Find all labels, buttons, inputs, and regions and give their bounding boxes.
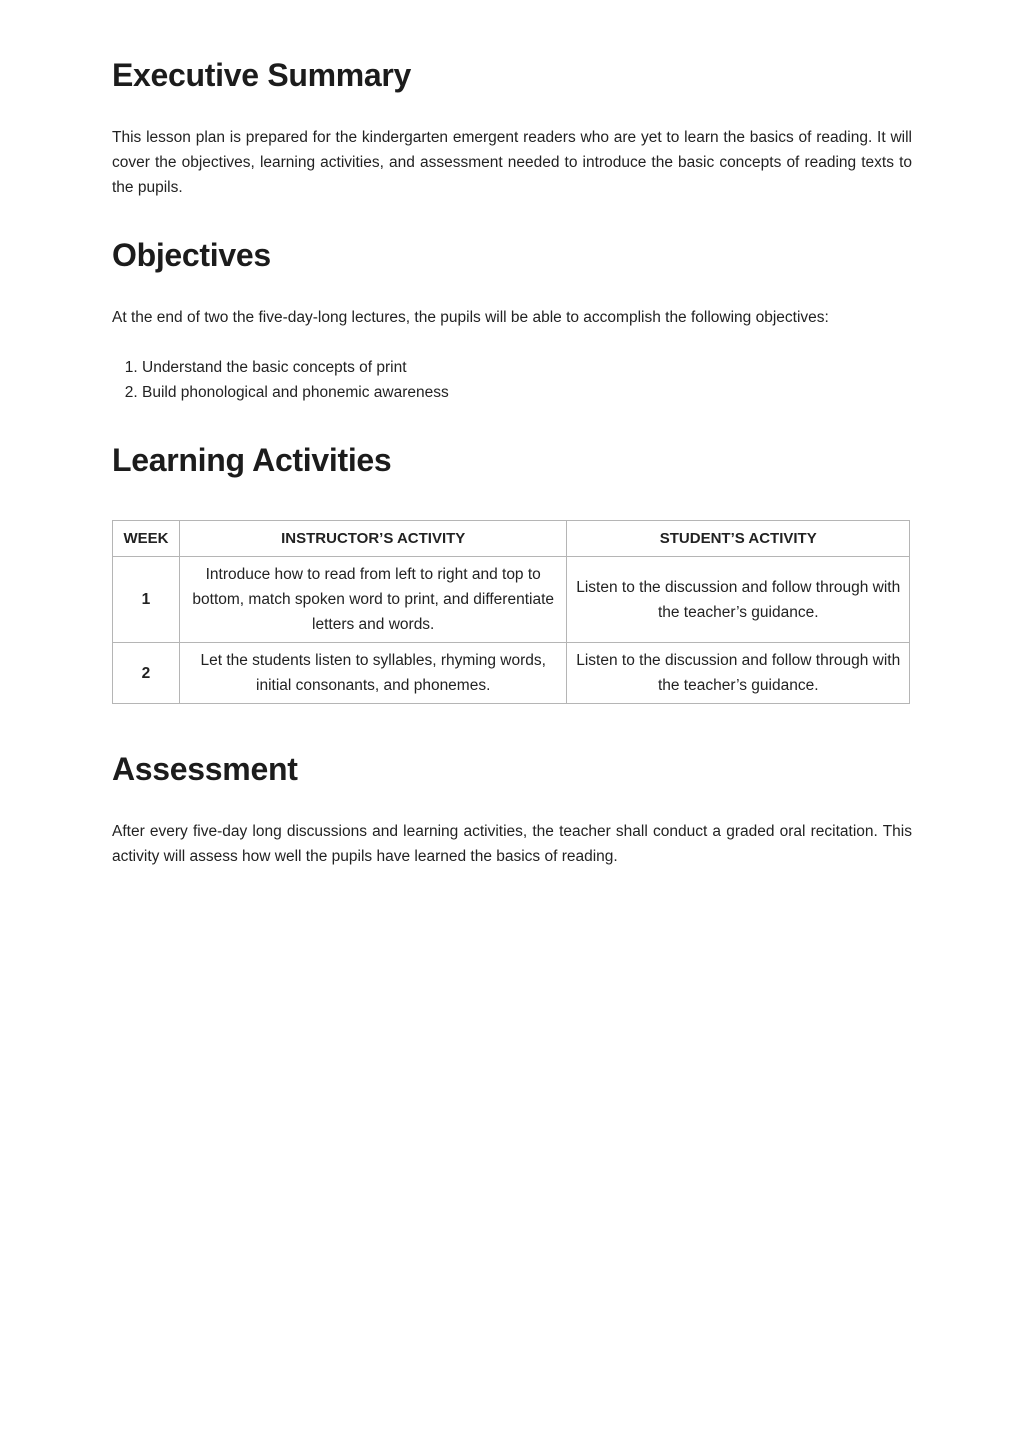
objectives-intro-paragraph: At the end of two the five-day-long lectures, the pupils will be able to accomplish the following objectives: — [112, 309, 829, 326]
student-activity-cell: Listen to the discussion and follow through with the teacher’s guidance. — [567, 643, 910, 704]
week-cell: 2 — [113, 643, 180, 704]
table-header-row — [113, 521, 910, 557]
column-header-week: WEEK — [113, 521, 180, 557]
assessment-paragraph: After every five-day long discussions and learning activities, the teacher shall conduct a graded oral recitation. This activity will assess how well the pupils have learned the basics of reading. — [112, 823, 912, 865]
column-header-student-activity: STUDENT’S ACTIVITY — [567, 521, 910, 557]
table-row — [113, 643, 910, 704]
student-activity-cell: Listen to the discussion and follow through with the teacher’s guidance. — [567, 557, 910, 643]
instructor-activity-cell: Let the students listen to syllables, rhyming words, initial consonants, and phonemes. — [179, 643, 566, 704]
instructor-activity-cell: Introduce how to read from left to right and top to bottom, match spoken word to print, and differentiate letters and words. — [179, 557, 566, 643]
learning-activities-table — [112, 520, 910, 704]
week-cell: 1 — [113, 557, 180, 643]
objectives-list — [112, 355, 449, 405]
assessment-heading: Assessment — [112, 751, 298, 787]
objective-item: 2. Build phonological and phonemic awareness — [142, 380, 449, 405]
objectives-heading: Objectives — [112, 237, 271, 273]
column-header-instructor-activity: INSTRUCTOR’S ACTIVITY — [179, 521, 566, 557]
executive-summary-paragraph: This lesson plan is prepared for the kindergarten emergent readers who are yet to learn the basics of reading. It will cover the objectives, learning activities, and assessment needed to introduce the basic concepts of reading texts to the pupils. — [112, 129, 912, 196]
table-row — [113, 557, 910, 643]
learning-activities-heading: Learning Activities — [112, 442, 392, 478]
objective-item: 1. Understand the basic concepts of print — [142, 355, 449, 380]
executive-summary-heading: Executive Summary — [112, 57, 412, 93]
